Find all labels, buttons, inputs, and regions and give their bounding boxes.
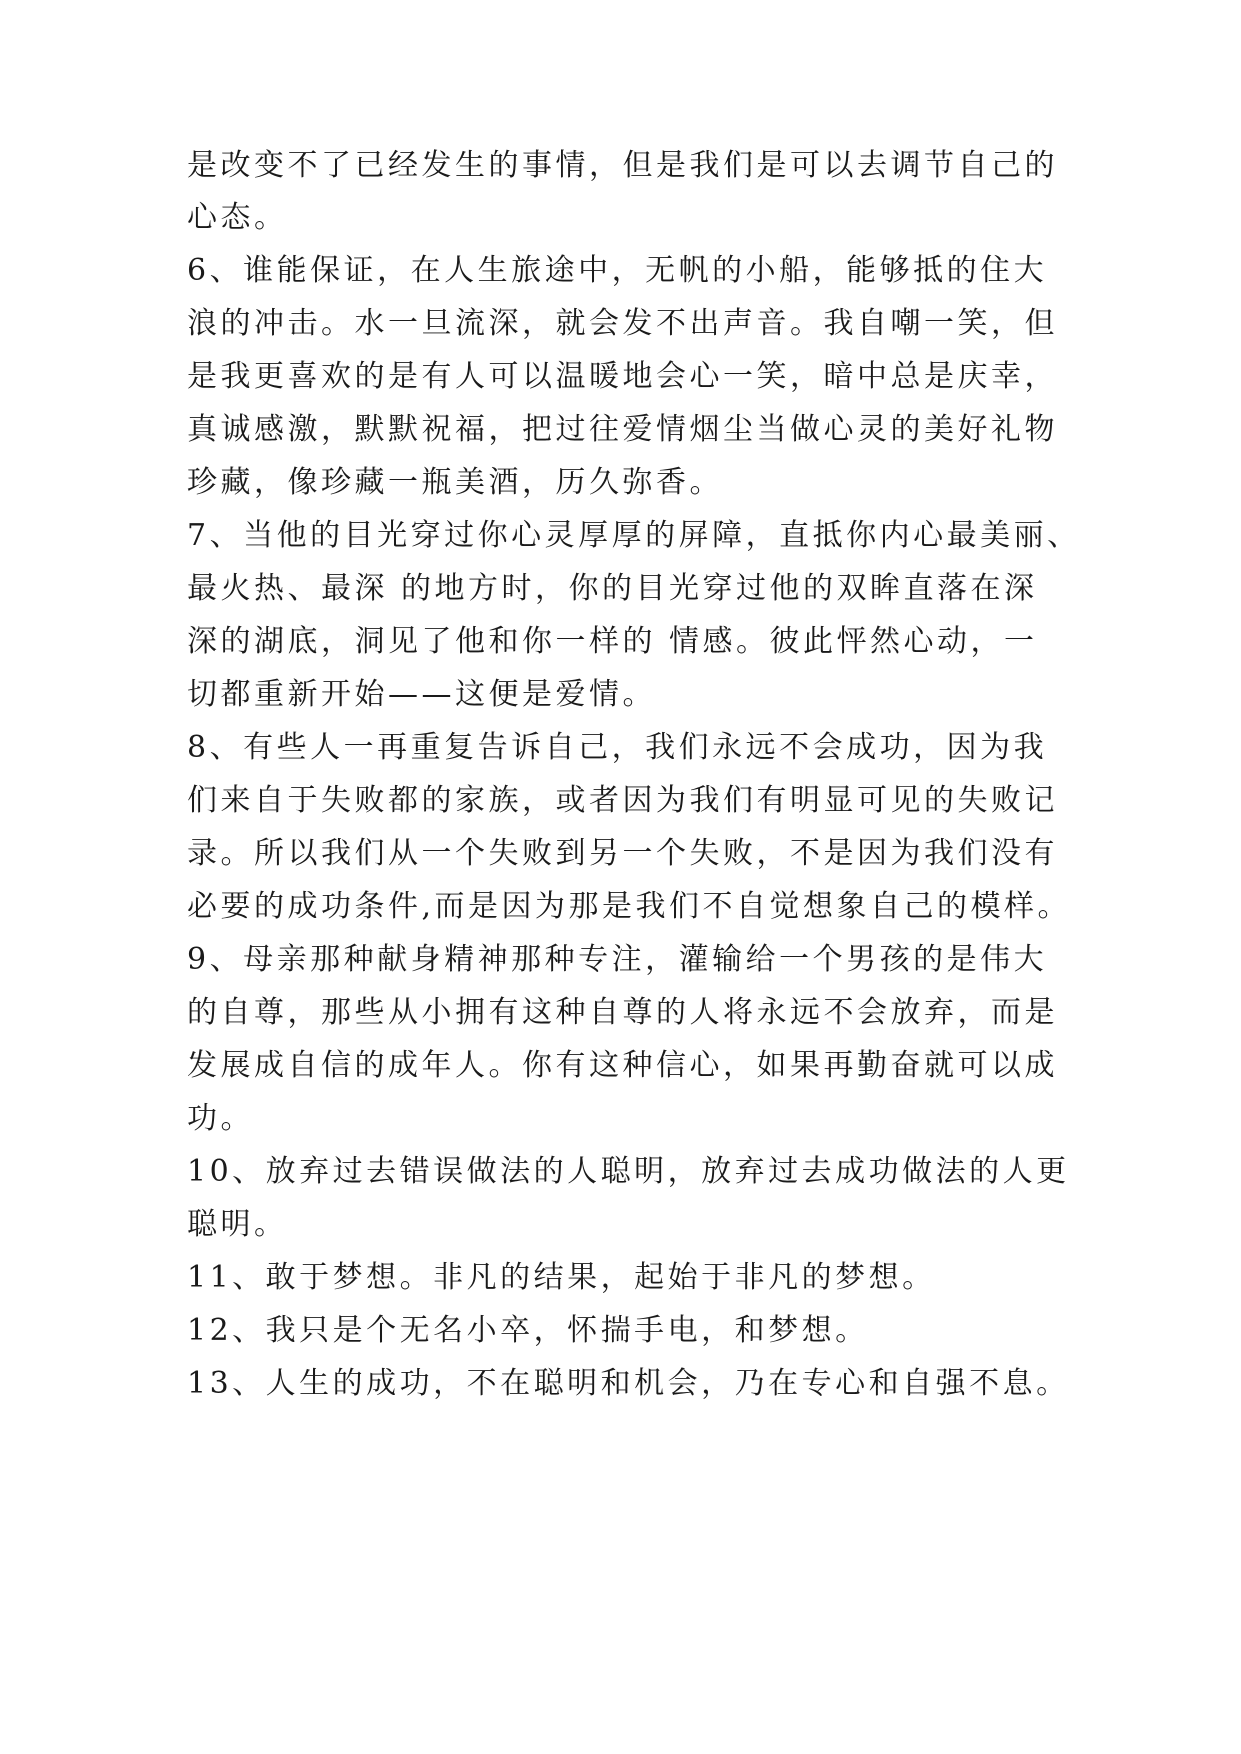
text-line: 是改变不了已经发生的事情，但是我们是可以去调节自己的 xyxy=(187,148,1058,183)
text-line: 功。 xyxy=(187,1101,254,1136)
text-line: 切都重新开始——这便是爱情。 xyxy=(187,677,656,712)
text-line: 浪的冲击。水一旦流深，就会发不出声音。我自嘲一笑，但 xyxy=(187,306,1058,341)
text-line: 12、我只是个无名小卒，怀揣手电，和梦想。 xyxy=(187,1313,869,1348)
text-line: 深的湖底，洞见了他和你一样的 情感。彼此怦然心动，一 xyxy=(187,624,1038,659)
text-line: 13、人生的成功，不在聪明和机会，乃在专心和自强不息。 xyxy=(187,1366,1070,1401)
text-line: 是我更喜欢的是有人可以温暖地会心一笑，暗中总是庆幸， xyxy=(187,359,1058,394)
text-line: 6、谁能保证，在人生旅途中，无帆的小船，能够抵的住大 xyxy=(187,253,1048,288)
text-line: 的自尊，那些从小拥有这种自尊的人将永远不会放弃，而是 xyxy=(187,995,1058,1030)
text-line: 8、有些人一再重复告诉自己，我们永远不会成功，因为我 xyxy=(187,730,1048,765)
text-line: 11、敢于梦想。非凡的结果，起始于非凡的梦想。 xyxy=(187,1260,936,1295)
text-line: 们来自于失败都的家族，或者因为我们有明显可见的失败记 xyxy=(187,783,1058,818)
text-line: 7、当他的目光穿过你心灵厚厚的屏障，直抵你内心最美丽、 xyxy=(187,518,1081,553)
text-line: 聪明。 xyxy=(187,1207,288,1242)
text-line: 10、放弃过去错误做法的人聪明，放弃过去成功做法的人更 xyxy=(187,1154,1070,1189)
text-line: 最火热、最深 的地方时，你的目光穿过他的双眸直落在深 xyxy=(187,571,1038,606)
text-line: 9、母亲那种献身精神那种专注，灌输给一个男孩的是伟大 xyxy=(187,942,1048,977)
text-line: 心态。 xyxy=(187,200,288,235)
text-line: 发展成自信的成年人。你有这种信心，如果再勤奋就可以成 xyxy=(187,1048,1058,1083)
text-line: 珍藏，像珍藏一瓶美酒，历久弥香。 xyxy=(187,465,723,500)
text-line: 录。所以我们从一个失败到另一个失败，不是因为我们没有 xyxy=(187,836,1058,871)
text-line: 真诚感激，默默祝福，把过往爱情烟尘当做心灵的美好礼物 xyxy=(187,412,1058,447)
text-line: 必要的成功条件,而是因为那是我们不自觉想象自己的模样。 xyxy=(187,889,1072,924)
